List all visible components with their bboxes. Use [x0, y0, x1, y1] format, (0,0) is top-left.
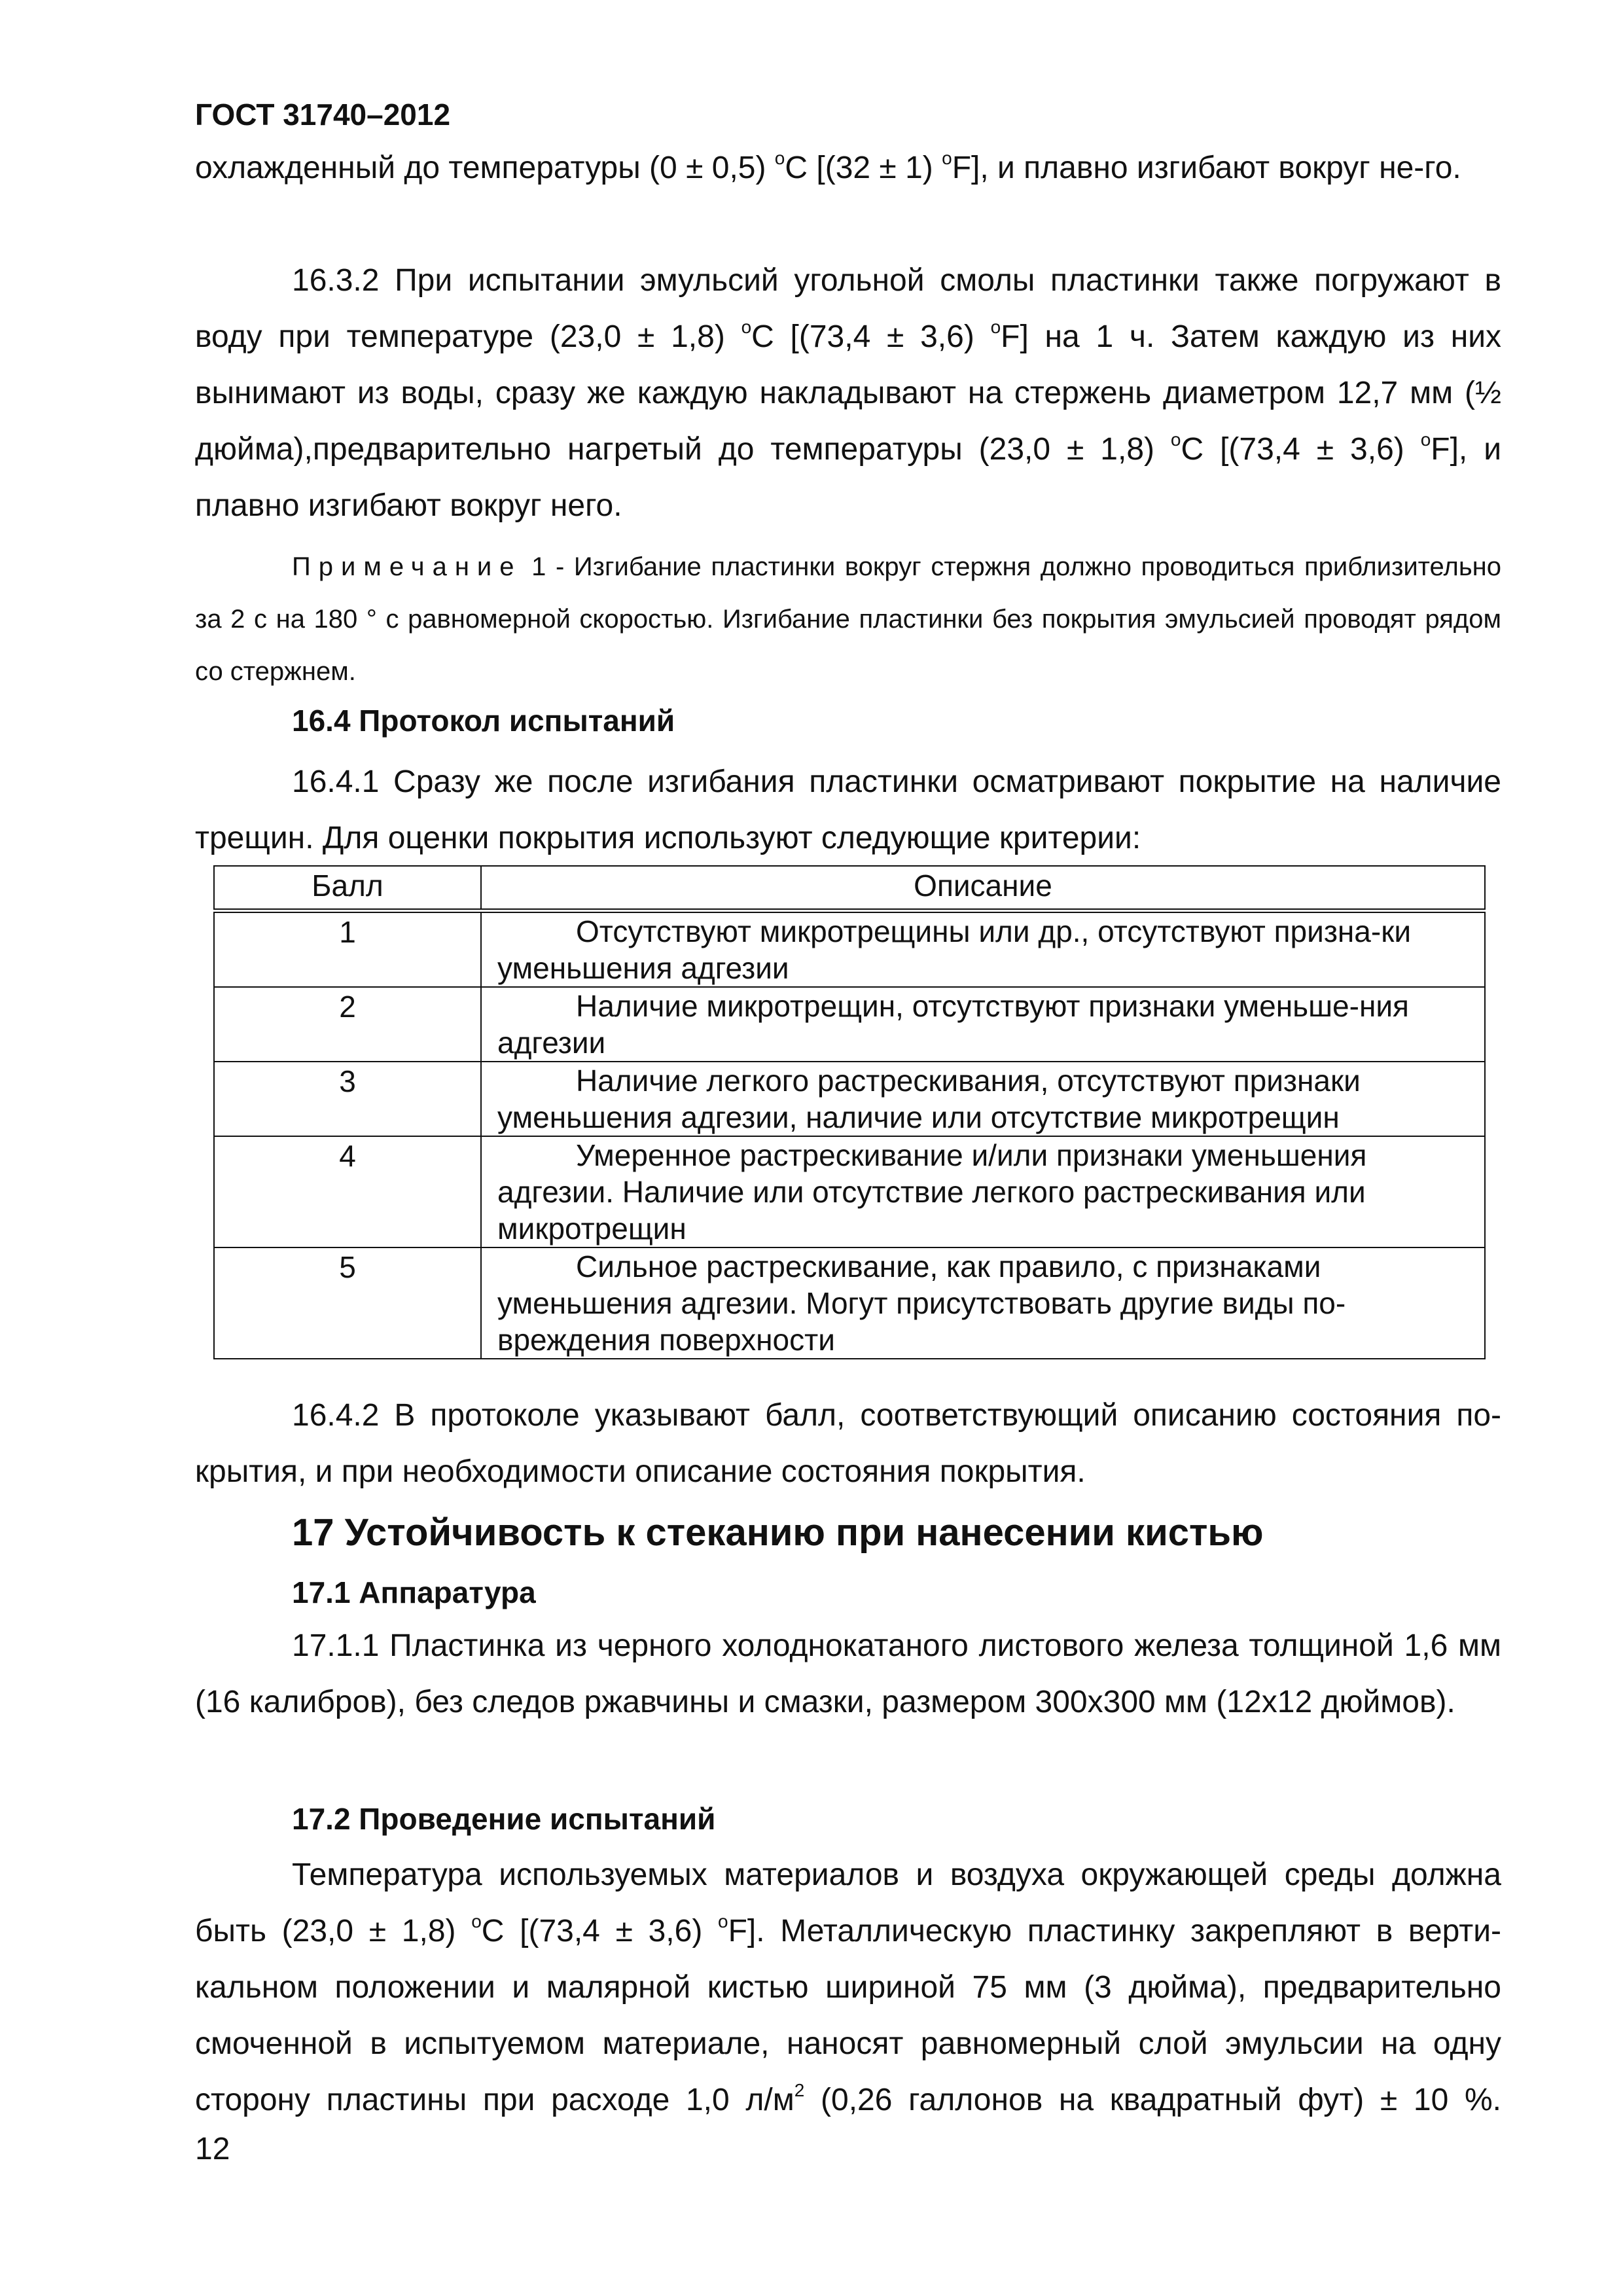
- paragraph-16-4-2: [195, 1388, 1501, 1500]
- table-row: [214, 987, 1485, 1062]
- section-heading-17: 17 Устойчивость к стеканию при нанесении кистью: [292, 1511, 1264, 1554]
- section-heading-17-1: 17.1 Аппаратура: [292, 1575, 536, 1609]
- table-row: [214, 911, 1485, 988]
- paragraph-continuation: охлажденный до температуры (0 ± 0,5) $^о$С [(32 ± 1) $^о$F], и плавно изгибают вокруг не-го.: [195, 148, 1461, 185]
- section-17-2: [195, 1797, 1501, 2128]
- continued-paragraph: [195, 140, 1501, 196]
- description-cell: Наличие микротрещин, отсутствуют признаки уменьше-ния адгезии: [481, 987, 1485, 1062]
- table-row: [214, 1136, 1485, 1247]
- note-text: Примечание 1 - Изгибание пластинки вокруг стержня должно проводиться приблизительно за 2 с на 180 ° с равномерной скоростью. Изгибание пластинки без покрытия эмульсией проводят рядом со стержнем.: [195, 552, 1501, 686]
- score-cell: 5: [214, 1247, 481, 1359]
- table-row: [214, 1247, 1485, 1359]
- score-cell: 2: [214, 987, 481, 1062]
- paragraph-16-4-1: 16.4.1 Сразу же после изгибания пластинки осматривают покрытие на наличие трещин. Для оценки покрытия используют следующие критерии:: [195, 764, 1501, 855]
- paragraph-17-1-1: 17.1.1 Пластинка из черного холоднокатаного листового железа толщиной 1,6 мм (16 калибров), без следов ржавчины и смазки, размером 300х300 мм (12х12 дюймов).: [195, 1628, 1501, 1719]
- section-heading-16-4: 16.4 Протокол испытаний: [292, 704, 675, 738]
- section-17: [195, 1507, 1501, 1559]
- criteria-table: [213, 865, 1486, 1359]
- section-heading-17-2: 17.2 Проведение испытаний: [292, 1802, 716, 1836]
- score-cell: 3: [214, 1062, 481, 1136]
- score-cell: 4: [214, 1136, 481, 1247]
- score-cell: 1: [214, 911, 481, 988]
- table-header-row: [214, 866, 1485, 911]
- column-header-description: Описание: [481, 866, 1485, 911]
- column-header-score: Балл: [214, 866, 481, 911]
- table-row: [214, 1062, 1485, 1136]
- section-17-1: [195, 1571, 1501, 1731]
- description-cell: Отсутствуют микротрещины или др., отсутствуют призна-ки уменьшения адгезии: [481, 911, 1485, 988]
- note-1: [195, 541, 1501, 698]
- paragraph-text: 16.4.2 В протоколе указывают балл, соответствующий описанию состояния по-крытия, и при необходимости описание состояния покрытия.: [195, 1398, 1501, 1489]
- section-16-4: [195, 700, 1501, 867]
- paragraph-text: 16.3.2 При испытании эмульсий угольной смолы пластинки также погружают в воду при температуре (23,0 ± 1,8) $^о$С [(73,4 ± 3,6) $^о$F] на 1 ч. Затем каждую из них вынимают из воды, сразу же каждую накладывают на стержень диаметром 12,7 мм (½ дюйма),предварительно нагретый до температуры (23,0 ± 1,8) $^о$С [(73,4 ± 3,6) $^о$F], и плавно изгибают вокруг него.: [195, 263, 1502, 523]
- paragraph-16-3-2: [195, 253, 1501, 534]
- note-label: Примечание: [292, 552, 522, 581]
- description-cell: Наличие легкого растрескивания, отсутствуют признаки уменьшения адгезии, наличие или отсутствие микротрещин: [481, 1062, 1485, 1136]
- document-header: ГОСТ 31740–2012: [195, 98, 451, 132]
- description-cell: Умеренное растрескивание и/или признаки уменьшения адгезии. Наличие или отсутствие легкого растрескивания или микротрещин: [481, 1136, 1485, 1247]
- paragraph-17-2: Температура используемых материалов и воздуха окружающей среды должна быть (23,0 ± 1,8) $^о$С [(73,4 ± 3,6) $^о$F]. Металлическую пластинку закрепляют в верти-кальном положении и малярной кистью шириной 75 мм (3 дюйма), предварительно смоченной в испытуемом материале, наносят равномерный слой эмульсии на одну сторону пластины при расходе 1,0 $л/м^2$ (0,26 галлонов на квадратный фут) ± 10 %.: [195, 1857, 1502, 2117]
- page-number: 12: [195, 2132, 230, 2166]
- description-cell: Сильное растрескивание, как правило, с признаками уменьшения адгезии. Могут присутствовать другие виды по-вреждения поверхности: [481, 1247, 1485, 1359]
